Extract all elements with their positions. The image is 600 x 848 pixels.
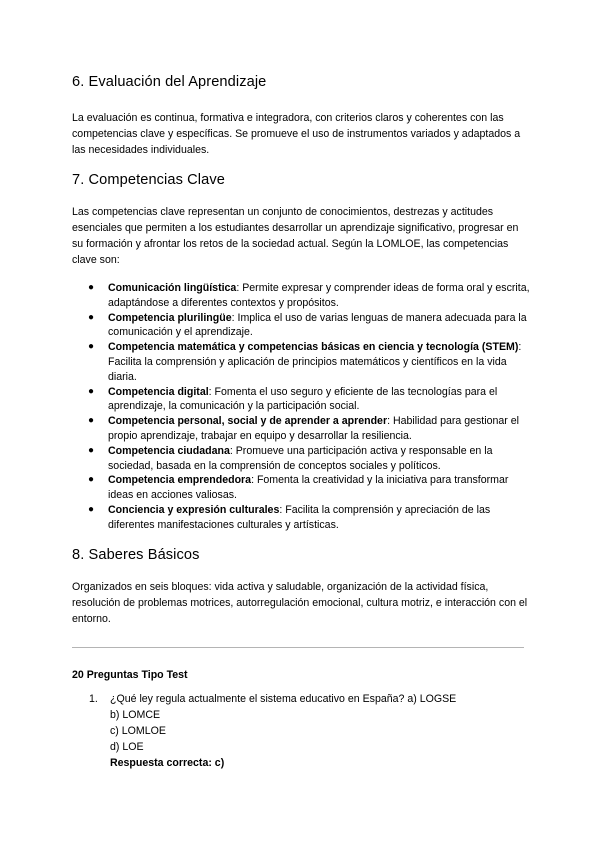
correct-answer: Respuesta correcta: c) xyxy=(110,756,225,769)
section-8-body: Organizados en seis bloques: vida activa y saludable, organización de la actividad física, resolución de problemas motrices, autorregulación emocional, cultura motriz, e interacción con el entorno. xyxy=(72,580,528,625)
bullet-icon: ● xyxy=(88,385,95,397)
bullet-icon: ● xyxy=(88,474,95,486)
question-option: b) LOMCE xyxy=(110,708,161,721)
section-6-body: La evaluación es continua, formativa e integradora, con criterios claros y coherentes con las competencias clave y específicas. Se promueve el uso de instrumentos variados y adaptados a las necesidades individuales. xyxy=(72,112,521,156)
list-item xyxy=(72,281,530,311)
list-item xyxy=(72,340,530,384)
competency-desc: : Permite expresar y comprender ideas de forma oral y escrita, adaptándose a diferentes contextos y propósitos. xyxy=(108,282,530,309)
competency-name: Competencia digital xyxy=(108,385,209,398)
list-item xyxy=(72,311,530,341)
competency-desc: : Facilita la comprensión y aplicación de principios matemáticos y científicos en la vida diaria. xyxy=(108,341,522,383)
quiz-list xyxy=(72,691,530,771)
list-item xyxy=(72,414,530,444)
question-text: ¿Qué ley regula actualmente el sistema educativo en España? a) LOGSE xyxy=(110,692,457,705)
competency-desc: : Promueve una participación activa y responsable en la sociedad, basada en la comprensión de conceptos sociales y políticos. xyxy=(108,444,493,472)
competency-name: Competencia emprendedora xyxy=(108,474,252,487)
bullet-icon: ● xyxy=(88,415,95,427)
competency-desc: : Habilidad para gestionar el propio aprendizaje, trabajar en equipo y desarrollar la resiliencia. xyxy=(108,415,519,442)
section-6-title: 6. Evaluación del Aprendizaje xyxy=(72,74,267,90)
horizontal-divider xyxy=(72,647,524,648)
bullet-icon: ● xyxy=(88,311,95,323)
quiz-title: 20 Preguntas Tipo Test xyxy=(72,668,188,681)
question-option: d) LOE xyxy=(110,740,144,753)
list-item xyxy=(72,385,530,415)
quiz-question xyxy=(72,691,530,771)
bullet-icon: ● xyxy=(88,341,95,353)
question-number: 1. xyxy=(89,692,98,705)
competency-desc: : Implica el uso de varias lenguas de manera adecuada para la comunicación y el aprendizaje. xyxy=(108,311,527,339)
list-item xyxy=(72,503,530,533)
bullet-icon: ● xyxy=(88,282,95,293)
bullet-icon: ● xyxy=(88,503,95,515)
section-7-body: Las competencias clave representan un conjunto de conocimientos, destrezas y actitudes esenciales que permiten a los estudiantes desarrollar un aprendizaje significativo, progresar en su formación y afrontar los retos de la sociedad actual. Según la LOMLOE, las competencias clave son: xyxy=(72,206,519,266)
competency-name: Competencia ciudadana xyxy=(108,444,230,457)
section-7-title: 7. Competencias Clave xyxy=(72,172,225,188)
list-item xyxy=(72,444,530,474)
question-option: c) LOMLOE xyxy=(110,724,166,737)
competency-name: Competencia personal, social y de aprender a aprender xyxy=(108,415,388,428)
competency-name: Comunicación lingüística xyxy=(108,282,237,294)
list-item xyxy=(72,473,530,503)
competency-name: Competencia plurilingüe xyxy=(108,311,232,324)
competency-name: Competencia matemática y competencias básicas en ciencia y tecnología (STEM) xyxy=(108,341,519,354)
bullet-icon: ● xyxy=(88,444,95,456)
section-8-title: 8. Saberes Básicos xyxy=(72,546,200,563)
competencies-list xyxy=(72,281,530,533)
competency-desc: : Facilita la comprensión y apreciación de las diferentes manifestaciones culturales y artísticas. xyxy=(108,503,491,531)
competency-desc: : Fomenta la creatividad y la iniciativa para transformar ideas en acciones valiosas. xyxy=(108,474,509,502)
document-page xyxy=(72,62,530,771)
competency-desc: : Fomenta el uso seguro y eficiente de las tecnologías para el aprendizaje, la comunicación y la participación social. xyxy=(108,385,498,413)
competency-name: Conciencia y expresión culturales xyxy=(108,503,280,516)
